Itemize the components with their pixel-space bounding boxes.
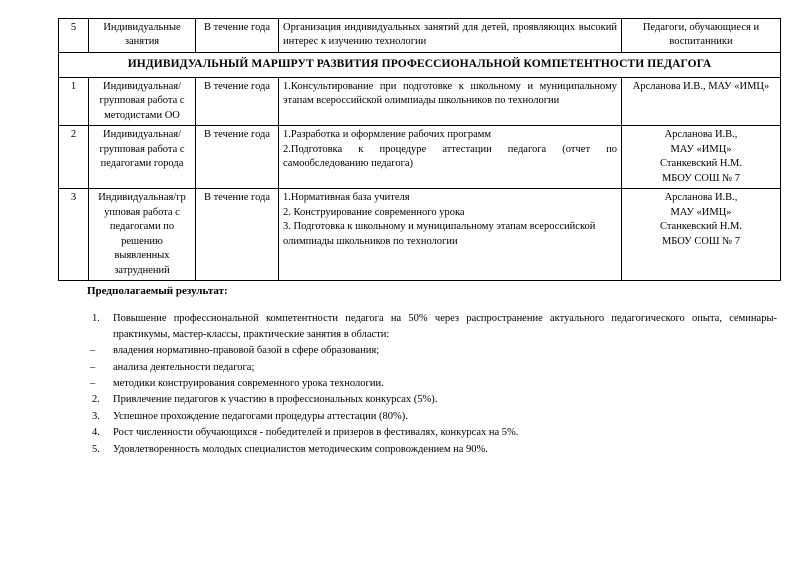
row-content: 1.Консультирование при подготовке к школьному и муниципальному этапам всероссийской олимпиады школьников по технологии [279, 77, 622, 125]
list-marker: 2. [92, 394, 100, 406]
content-line: 1.Нормативная база учителя [283, 192, 410, 204]
content-line: 3. Подготовка к школьному и муниципальному этапам всероссийской олимпиады школьников по технологии [283, 221, 596, 247]
list-text: Удовлетворенность молодых специалистов методическим сопровождением на 90%. [113, 443, 488, 455]
row-number: 5 [59, 19, 89, 53]
row-term: В течение года [196, 19, 279, 53]
responsible-line: МАУ «ИМЦ» [670, 143, 732, 155]
list-item [87, 360, 777, 376]
list-item [87, 343, 777, 359]
list-text: Рост численности обучающихся - победителей и призеров в фестивалях, конкурсах на 5%. [113, 427, 519, 439]
responsible-line: Станкевский Н.М. [659, 158, 743, 170]
responsible-line: МБОУ СОШ № 7 [661, 235, 741, 247]
content-line: 1.Разработка и оформление рабочих программ [283, 129, 492, 141]
row-activity: Индивидуальные занятия [89, 19, 196, 53]
list-marker: – [90, 378, 96, 390]
responsible-line: Арсланова И.В., [664, 129, 738, 141]
row-responsible: Арсланова И.В., МАУ «ИМЦ» [622, 77, 781, 125]
list-item [87, 425, 777, 441]
table-banner-title: ИНДИВИДУАЛЬНЫЙ МАРШРУТ РАЗВИТИЯ ПРОФЕССИОНАЛЬНОЙ КОМПЕТЕНТНОСТИ ПЕДАГОГА [59, 52, 781, 77]
responsible-line: МАУ «ИМЦ» [670, 206, 732, 218]
row-number: 2 [59, 126, 89, 189]
list-text: Успешное прохождение педагогами процедуры аттестации (80%). [113, 410, 408, 422]
row-activity: Индивидуальная/ групповая работа с педагогами города [89, 126, 196, 189]
row-responsible [622, 189, 781, 281]
row-responsible: Педагоги, обучающиеся и воспитанники [622, 19, 781, 53]
list-text: анализа деятельности педагога; [113, 361, 255, 373]
expected-result-section [87, 283, 777, 458]
list-marker: – [90, 345, 96, 357]
row-content [279, 126, 622, 189]
row-responsible [622, 126, 781, 189]
content-line: 2. Конструирование современного урока [283, 206, 465, 218]
list-text: владения нормативно-правовой базой в сфере образования; [113, 345, 380, 357]
list-text: Привлечение педагогов к участию в профессиональных конкурсах (5%). [113, 394, 438, 406]
table-banner-row [59, 52, 781, 77]
expected-result-list [87, 311, 777, 458]
professional-development-table [58, 18, 781, 281]
list-marker: 1. [92, 312, 100, 324]
list-marker: 4. [92, 427, 100, 439]
row-number: 3 [59, 189, 89, 281]
row-term: В течение года [196, 77, 279, 125]
responsible-line: Станкевский Н.М. [659, 221, 743, 233]
list-marker: 5. [92, 443, 100, 455]
content-line: 2.Подготовка к процедуре аттестации педагога (отчет по самообследованию педагога) [283, 143, 617, 170]
table-row [59, 126, 781, 189]
row-content [279, 189, 622, 281]
row-content: Организация индивидуальных занятий для детей, проявляющих высокий интерес к изучению технологии [279, 19, 622, 53]
row-activity: Индивидуальная/ групповая работа с методистами ОО [89, 77, 196, 125]
responsible-line: Арсланова И.В., [664, 192, 738, 204]
responsible-line: МБОУ СОШ № 7 [661, 172, 741, 184]
row-number: 1 [59, 77, 89, 125]
list-item [87, 392, 777, 408]
list-item [87, 409, 777, 425]
row-term: В течение года [196, 126, 279, 189]
table-row [59, 189, 781, 281]
row-term: В течение года [196, 189, 279, 281]
table-row [59, 77, 781, 125]
list-item [87, 311, 777, 343]
row-activity: Индивидуальная/гр упповая работа с педагогами по решению выявленных затруднений [89, 189, 196, 281]
list-marker: – [90, 361, 96, 373]
list-item [87, 442, 777, 458]
list-text: Повышение профессиональной компетентности педагога на 50% через распространение актуального педагогического опыта, семинары-практикумы, мастер-классы, практические занятия в области: [113, 312, 777, 340]
list-item [87, 376, 777, 392]
expected-result-title: Предполагаемый результат: [87, 285, 228, 297]
list-text: методики конструирования современного урока технологии. [113, 378, 384, 390]
table-row [59, 19, 781, 53]
list-marker: 3. [92, 410, 100, 422]
